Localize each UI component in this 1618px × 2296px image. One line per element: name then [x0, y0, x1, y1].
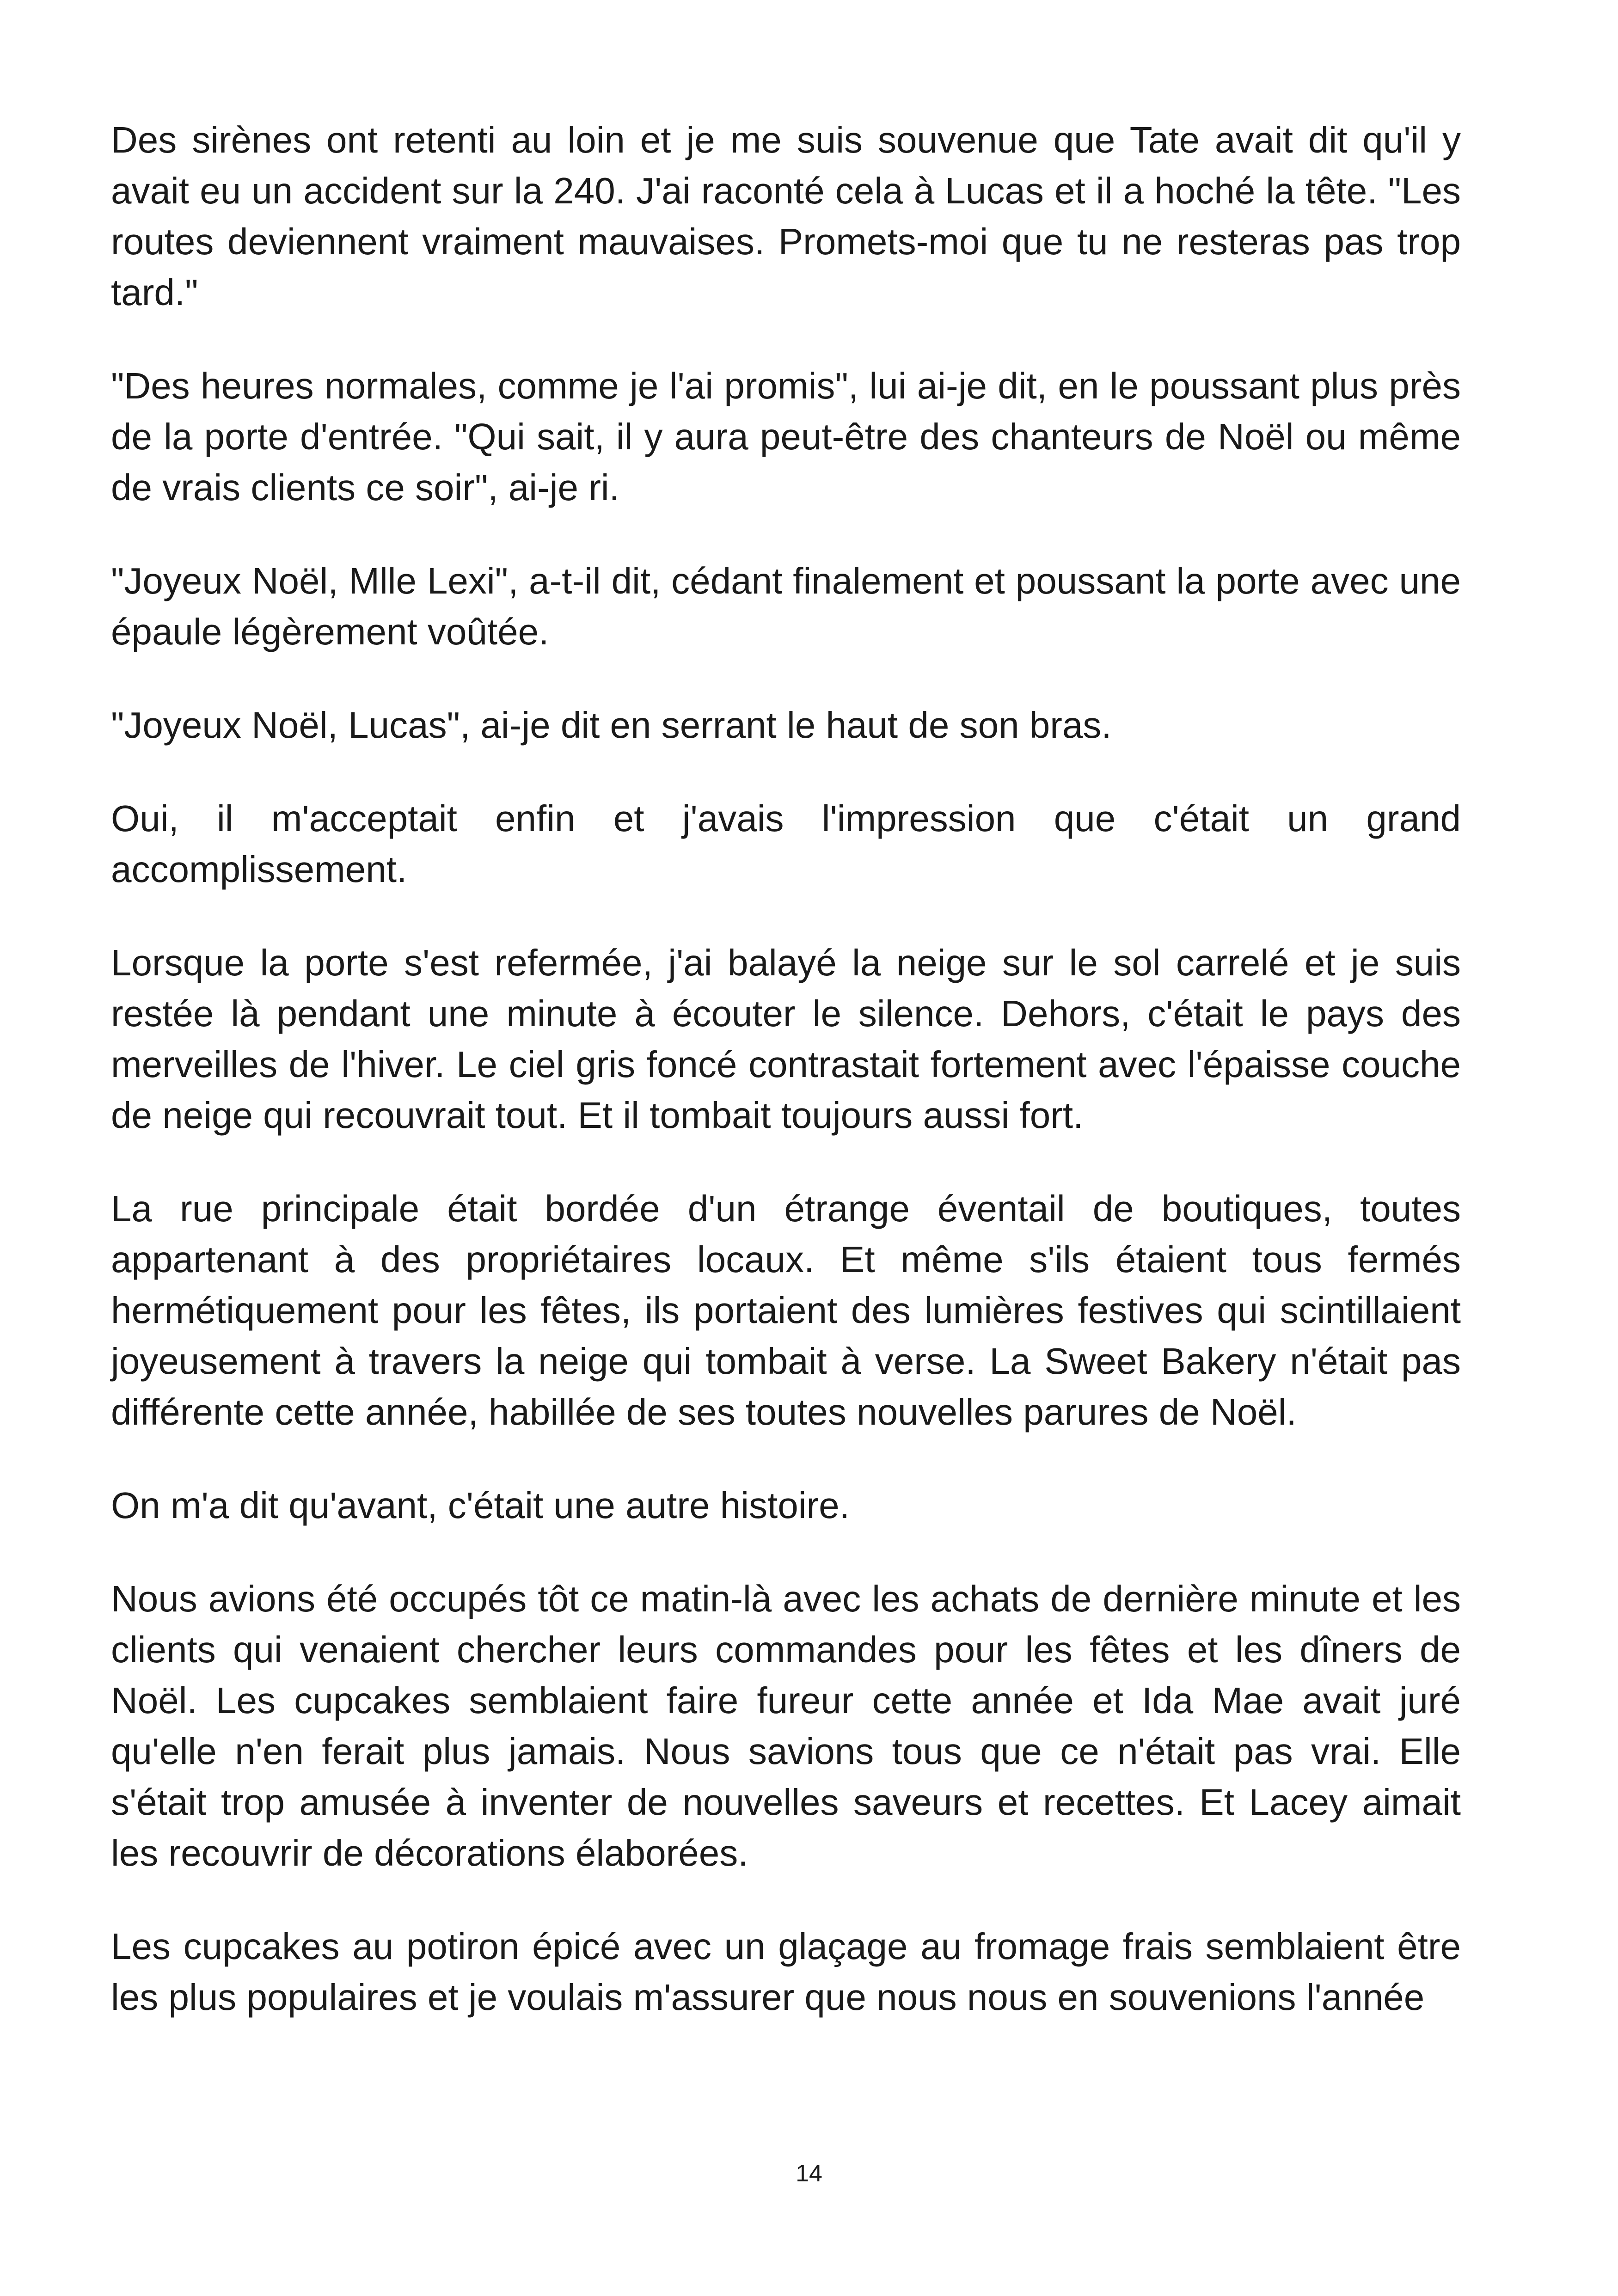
page-body	[111, 115, 1461, 2023]
paragraph-8: On m'a dit qu'avant, c'était une autre histoire.	[111, 1485, 850, 1526]
paragraph-7: La rue principale était bordée d'un étrange éventail de boutiques, toutes appartenant à des propriétaires locaux. Et même s'ils étaient tous fermés hermétiquement pour les fêtes, ils portaient des lumières festives qui scintillaient joyeusement à travers la neige qui tombait à verse. La Sweet Bakery n'était pas différente cette année, habillée de ses toutes nouvelles parures de Noël.	[111, 1188, 1461, 1433]
paragraph-1: Des sirènes ont retenti au loin et je me suis souvenue que Tate avait dit qu'il y avait eu un accident sur la 240. J'ai raconté cela à Lucas et il a hoché la tête. "Les routes deviennent vraiment mauvaises. Promets-moi que tu ne resteras pas trop tard."	[111, 119, 1461, 313]
paragraph-2: "Des heures normales, comme je l'ai promis", lui ai-je dit, en le poussant plus près de la porte d'entrée. "Qui sait, il y aura peut-être des chanteurs de Noël ou même de vrais clients ce soir", ai-je ri.	[111, 365, 1461, 508]
page-number: 14	[796, 2160, 822, 2187]
paragraph-4: "Joyeux Noël, Lucas", ai-je dit en serrant le haut de son bras.	[111, 704, 1112, 746]
paragraph-3: "Joyeux Noël, Mlle Lexi", a-t-il dit, cédant finalement et poussant la porte avec une épaule légèrement voûtée.	[111, 560, 1461, 652]
paragraph-6: Lorsque la porte s'est refermée, j'ai balayé la neige sur le sol carrelé et je suis restée là pendant une minute à écouter le silence. Dehors, c'était le pays des merveilles de l'hiver. Le ciel gris foncé contrastait fortement avec l'épaisse couche de neige qui recouvrait tout. Et il tombait toujours aussi fort.	[111, 942, 1461, 1136]
paragraph-5: Oui, il m'acceptait enfin et j'avais l'impression que c'était un grand accomplissement.	[111, 798, 1461, 890]
paragraph-9: Nous avions été occupés tôt ce matin-là avec les achats de dernière minute et les clients qui venaient chercher leurs commandes pour les fêtes et les dîners de Noël. Les cupcakes semblaient faire fureur cette année et Ida Mae avait juré qu'elle n'en ferait plus jamais. Nous savions tous que ce n'était pas vrai. Elle s'était trop amusée à inventer de nouvelles saveurs et recettes. Et Lacey aimait les recouvrir de décorations élaborées.	[111, 1578, 1461, 1874]
paragraph-10: Les cupcakes au potiron épicé avec un glaçage au fromage frais semblaient être les plus populaires et je voulais m'assurer que nous nous en souvenions l'année	[111, 1926, 1461, 2018]
